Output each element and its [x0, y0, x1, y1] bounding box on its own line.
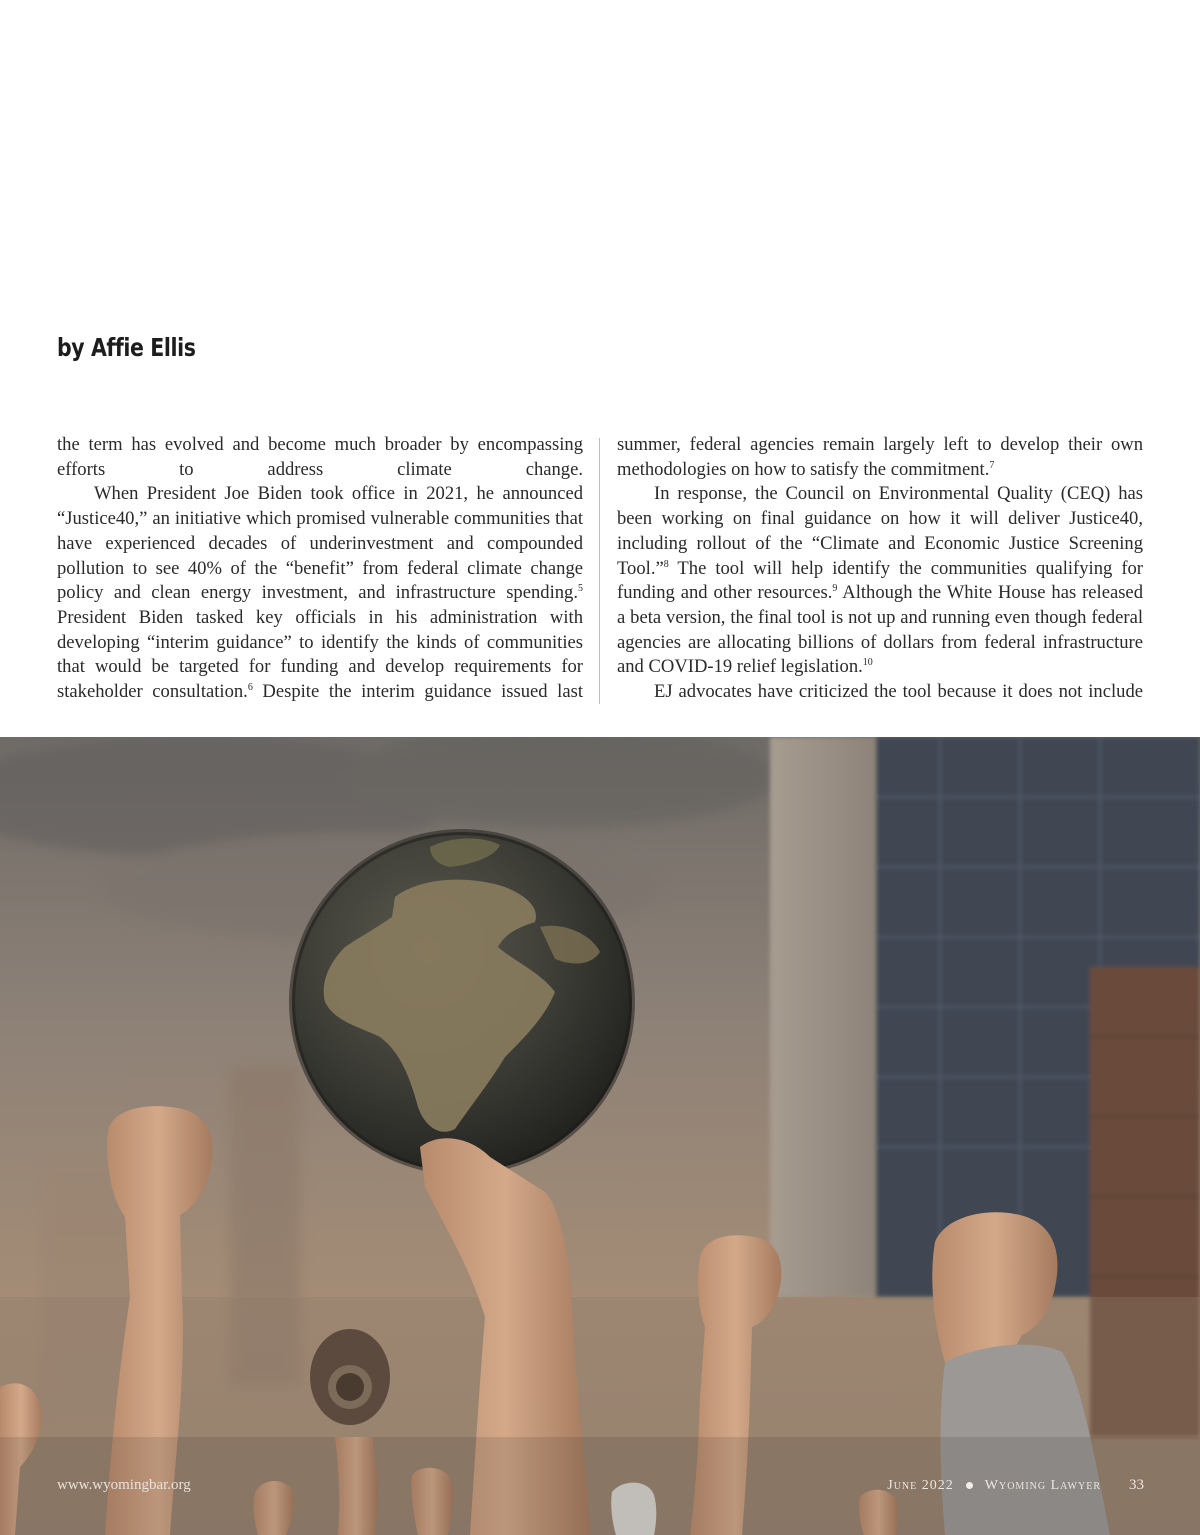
- column-divider: [599, 438, 600, 704]
- paragraph: [617, 482, 1143, 680]
- paragraph-text: President Biden tasked key officials in his administration with developing “interim guidance” to identify the kinds of communities that would be targeted for funding and develop requirements for stakeholder consultation.: [57, 606, 583, 703]
- footnote-ref: 10: [862, 657, 873, 669]
- paragraph-text: When President Joe Biden took office in 2021, he announced “Justice40,” an initiative which promised vulnerable communities that have experienced decades of underinvestment and compounded pollution to see 40% of the “benefit” from federal climate change policy and clean energy investment, and infrastructure spending.: [57, 483, 583, 604]
- footnote-ref: 7: [989, 459, 995, 471]
- article-column-right: [617, 433, 1143, 705]
- footnote-ref: 8: [663, 558, 669, 570]
- byline: by Affie Ellis: [57, 333, 196, 362]
- paragraph-text: Although the White House has released a beta version, the final tool is not up and running even though federal agencies are allocating billions of dollars from federal infrastructure and COVID-19 relief legislation.: [617, 582, 1143, 678]
- page-number: 33: [1129, 1477, 1144, 1493]
- paragraph-text: In response, the Council on Environmental Quality (CEQ) has been working on final guidance on how it will deliver Justice40, including rollout of the “Climate and Economic Justice Screening Tool.”: [617, 483, 1143, 579]
- footer-publication-name: Wyoming Lawyer: [984, 1477, 1101, 1493]
- paragraph: [57, 433, 583, 482]
- article-column-left: [57, 433, 583, 705]
- footnote-ref: 5: [578, 583, 583, 595]
- paragraph-text: the term has evolved and become much broader by encompassing efforts to address climate change.: [57, 434, 583, 480]
- footer-date: June 2022: [887, 1477, 954, 1493]
- paragraph: [617, 680, 1143, 705]
- globe-graphic: [292, 832, 632, 1172]
- paragraph: [617, 433, 1143, 482]
- bullet-icon: [966, 1482, 973, 1489]
- footnote-ref: 6: [247, 682, 253, 694]
- footer-website[interactable]: www.wyomingbar.org: [57, 1477, 191, 1493]
- footnote-ref: 9: [832, 583, 838, 595]
- photo-illustration: [0, 737, 1200, 1535]
- footer-publication-info: [887, 1477, 1144, 1494]
- paragraph-text: The tool will help identify the communities qualifying for funding and other resources.: [617, 557, 1143, 604]
- paragraph-text: summer, federal agencies remain largely left to develop their own methodologies on how to satisfy the commitment.: [617, 434, 1143, 480]
- paragraph: [57, 482, 583, 704]
- protest-globe-photo: [0, 737, 1200, 1535]
- paragraph-text: EJ advocates have criticized the tool because it does not include: [654, 681, 1143, 703]
- paragraph-text: Despite the interim guidance issued last: [252, 681, 583, 703]
